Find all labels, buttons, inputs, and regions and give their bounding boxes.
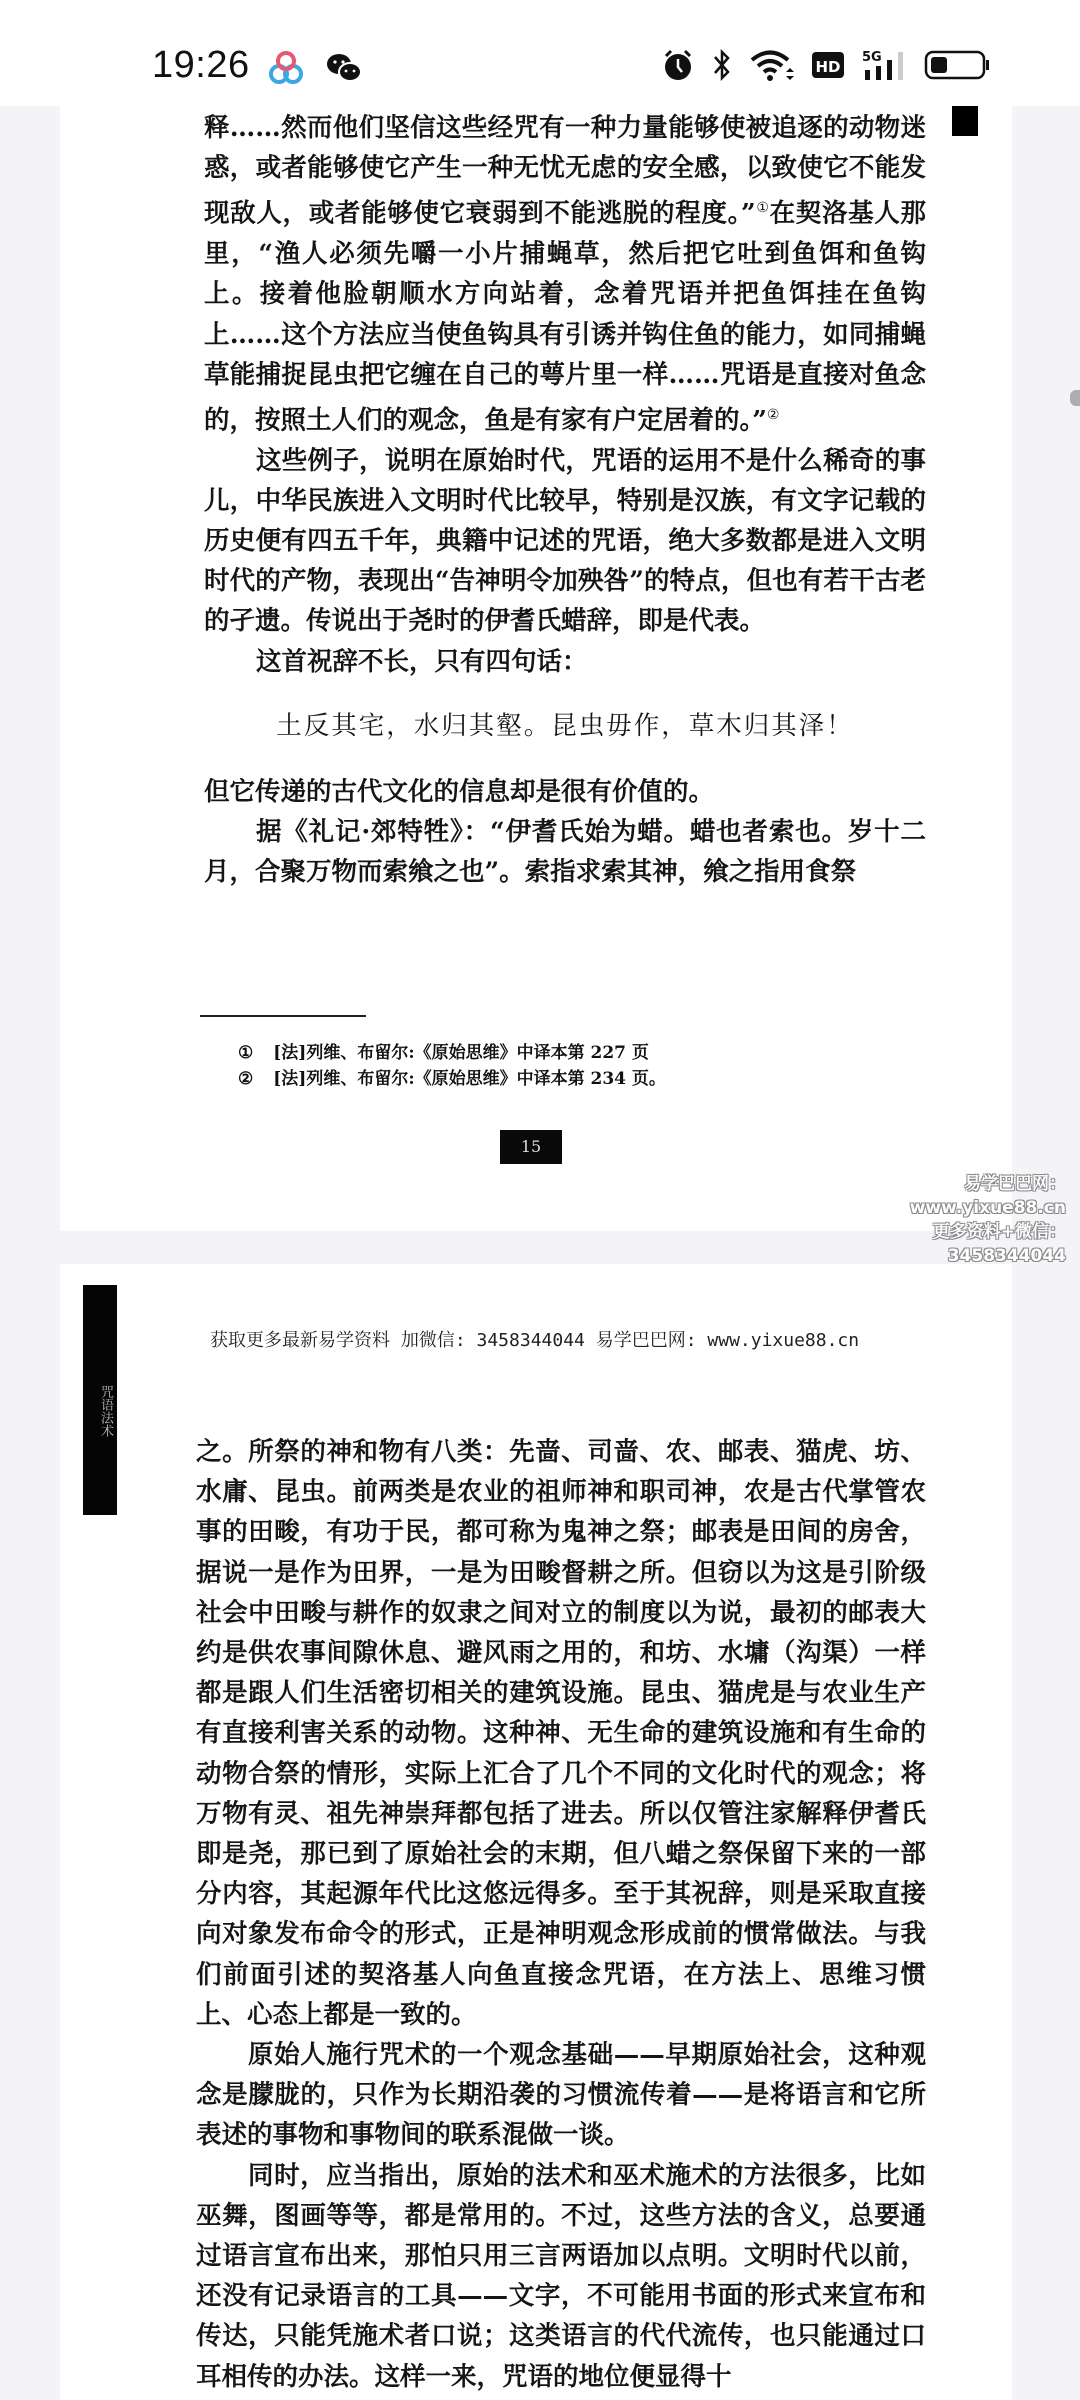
watermark: 易学巴巴网：www.yixue88.cn 更多资料+微信：3458344044 xyxy=(909,1174,1066,1266)
footnote-item: ① [法]列维、布留尔:《原始思维》中译本第 227 页 xyxy=(238,1043,649,1063)
paragraph: 据《礼记·郊特牲》：“伊耆氏始为蜡。蜡也者索也。岁十二月，合聚万物而索飨之也”。索指求索其神，飨之指用食祭 xyxy=(204,817,926,888)
battery-icon xyxy=(924,48,990,86)
wechat-icon xyxy=(326,52,362,88)
system-icons xyxy=(662,48,990,86)
footnote-ref[interactable]: ① xyxy=(755,200,770,217)
page-edge-marker xyxy=(952,106,978,136)
paragraph: 这些例子，说明在原始时代，咒语的运用不是什么稀奇的事儿，中华民族进入文明时代比较早，特别是汉族，有文字记载的历史便有四五千年，典籍中记述的咒语，绝大多数都是进入文明时代的产物，表现出“告神明令加殃咎”的特点，但也有若干古老的孑遗。传说出于尧时的伊耆氏蜡辞，即是代表。 xyxy=(204,445,926,637)
status-bar xyxy=(0,0,1080,106)
alarm-icon xyxy=(662,48,694,86)
paragraph: 但它传递的古代文化的信息却是很有价值的。 xyxy=(204,777,715,808)
scrollbar-thumb[interactable] xyxy=(1070,390,1080,406)
paragraph: 原始人施行咒术的一个观念基础——早期原始社会，这种观念是朦胧的，只作为长期沿袭的习惯流传着——是将语言和它所表述的事物和事物间的联系混做一谈。 xyxy=(196,2040,926,2151)
page1-body xyxy=(204,108,926,893)
footnote-ref[interactable]: ② xyxy=(766,406,780,423)
status-time: 19:26 xyxy=(152,44,250,86)
footnotes xyxy=(238,1040,666,1092)
baidu-netdisk-icon xyxy=(268,50,304,90)
chapter-side-tab: 咒语法术 xyxy=(83,1285,117,1515)
svg-text:HD: HD xyxy=(815,58,841,76)
incantation-quote: 土反其宅，水归其壑。昆虫毋作，草木归其泽！ xyxy=(276,710,854,741)
page-number: 15 xyxy=(500,1130,562,1164)
page2-body xyxy=(196,1432,926,2397)
paragraph: 这首祝辞不长，只有四句话： xyxy=(256,646,588,677)
footnote-item: ② [法]列维、布留尔:《原始思维》中译本第 234 页。 xyxy=(238,1069,666,1089)
document-page-1 xyxy=(60,106,1012,1231)
notification-icons xyxy=(268,50,362,90)
svg-text:5G: 5G xyxy=(862,50,882,65)
paragraph: 释……然而他们坚信这些经咒有一种力量能够使被追逐的动物迷惑，或者能够使它产生一种无忧无虑的安全感，以致使它不能发现敌人，或者能够使它衰弱到不能逃脱的程度。”①在契洛基人那里，“渔人必须先嚼一小片捕蝇草，然后把它吐到鱼饵和鱼钩上。接着他脸朝顺水方向站着，念着咒语并把鱼饵挂在鱼钩上……这个方法应当使鱼钩具有引诱并钩住鱼的能力，如同捕蝇草能捕捉昆虫把它缠在自己的萼片里一样……咒语是直接对鱼念的，按照土人们的观念，鱼是有家有户定居着的。”② xyxy=(204,113,926,436)
wifi-icon xyxy=(750,48,794,86)
document-page-2 xyxy=(60,1264,1012,2400)
footnote-separator xyxy=(200,1015,366,1017)
hd-icon xyxy=(812,50,844,84)
paragraph: 之。所祭的神和物有八类：先啬、司啬、农、邮表、猫虎、坊、水庸、昆虫。前两类是农业的祖师神和职司神，农是古代掌管农事的田畯，有功于民，都可称为鬼神之祭；邮表是田间的房舍，据说一是作为田界，一是为田畯督耕之所。但窃以为这是引阶级社会中田畯与耕作的奴隶之间对立的制度以为说，最初的邮表大约是供农事间隙休息、避风雨之用的，和坊、水墉（沟渠）一样都是跟人们生活密切相关的建筑设施。昆虫、猫虎是与农业生产有直接利害关系的动物。这种神、无生命的建筑设施和有生命的动物合祭的情形，实际上汇合了几个不同的文化时代的观念；将万物有灵、祖先神崇拜都包括了进去。所以仅管注家解释伊耆氏即是尧，那已到了原始社会的末期，但八蜡之祭保留下来的一部分内容，其起源年代比这悠远得多。至于其祝辞，则是采取直接向对象发布命令的形式，正是神明观念形成前的惯常做法。与我们前面引述的契洛基人向鱼直接念咒语，在方法上、思维习惯上、心态上都是一致的。 xyxy=(196,1437,926,2030)
signal-5g-icon xyxy=(862,48,906,86)
header-ad-note: 获取更多最新易学资料 加微信: 3458344044 易学巴巴网: www.yixue88.cn xyxy=(210,1330,860,1351)
paragraph: 同时，应当指出，原始的法术和巫术施术的方法很多，比如巫舞，图画等等，都是常用的。不过，这些方法的含义，总要通过语言宣布出来，那怕只用三言两语加以点明。文明时代以前，还没有记录语言的工具——文字，不可能用书面的形式来宣布和传达，只能凭施术者口说；这类语言的代代流传，也只能通过口耳相传的办法。这样一来，咒语的地位便显得十 xyxy=(196,2160,926,2392)
bluetooth-icon xyxy=(712,48,732,86)
